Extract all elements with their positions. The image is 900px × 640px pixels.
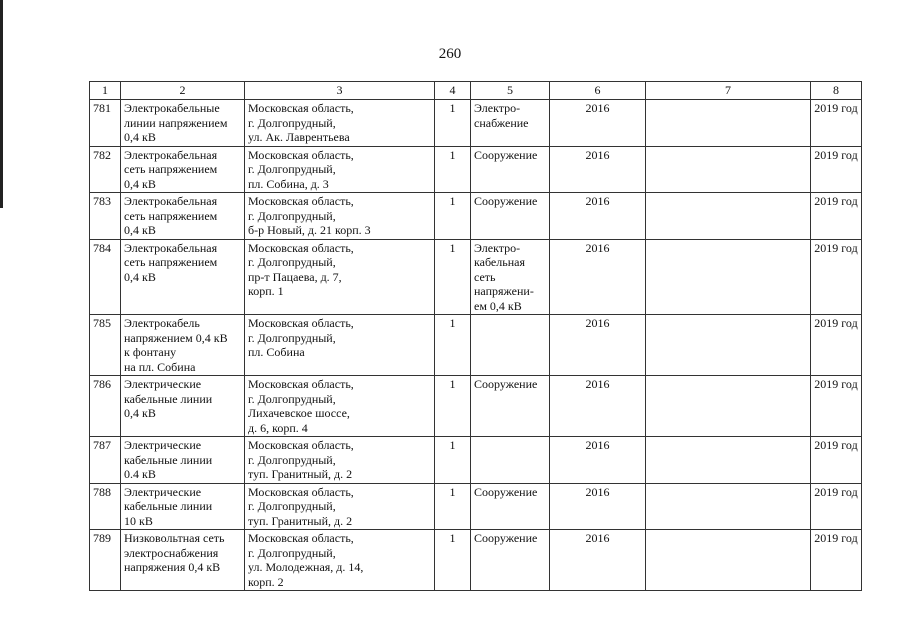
table-body <box>90 100 862 591</box>
table-row <box>90 315 862 376</box>
row-number: 788 <box>90 483 121 530</box>
object-type: Электро- кабельная сеть напряжени- ем 0,4 кВ <box>471 239 550 315</box>
object-address: Московская область, г. Долгопрудный, туп. Гранитный, д. 2 <box>245 483 435 530</box>
column-7-value <box>646 146 811 193</box>
year-value: 2016 <box>550 146 646 193</box>
column-header: 8 <box>811 82 862 100</box>
row-number: 786 <box>90 376 121 437</box>
object-name: Электрокабельная сеть напряжением 0,4 кВ <box>121 146 245 193</box>
object-name: Электрические кабельные линии 10 кВ <box>121 483 245 530</box>
term-value: 2019 год <box>811 146 862 193</box>
object-type <box>471 437 550 484</box>
object-quantity: 1 <box>435 193 471 240</box>
column-header: 1 <box>90 82 121 100</box>
term-value: 2019 год <box>811 239 862 315</box>
term-value: 2019 год <box>811 437 862 484</box>
object-type <box>471 315 550 376</box>
year-value: 2016 <box>550 530 646 591</box>
term-value: 2019 год <box>811 376 862 437</box>
column-header: 2 <box>121 82 245 100</box>
object-quantity: 1 <box>435 315 471 376</box>
object-quantity: 1 <box>435 376 471 437</box>
object-name: Низковольтная сеть электроснабжения напряжения 0,4 кВ <box>121 530 245 591</box>
year-value: 2016 <box>550 193 646 240</box>
term-value: 2019 год <box>811 530 862 591</box>
object-quantity: 1 <box>435 100 471 147</box>
term-value: 2019 год <box>811 315 862 376</box>
column-7-value <box>646 239 811 315</box>
column-header: 3 <box>245 82 435 100</box>
row-number: 787 <box>90 437 121 484</box>
object-quantity: 1 <box>435 146 471 193</box>
table-row <box>90 193 862 240</box>
object-name: Электрические кабельные линии 0.4 кВ <box>121 437 245 484</box>
object-address: Московская область, г. Долгопрудный, Лихачевское шоссе, д. 6, корп. 4 <box>245 376 435 437</box>
object-name: Электрические кабельные линии 0,4 кВ <box>121 376 245 437</box>
column-7-value <box>646 315 811 376</box>
row-number: 784 <box>90 239 121 315</box>
table-row <box>90 376 862 437</box>
object-address: Московская область, г. Долгопрудный, пр-т Пацаева, д. 7, корп. 1 <box>245 239 435 315</box>
object-address: Московская область, г. Долгопрудный, ул. Ак. Лаврентьева <box>245 100 435 147</box>
object-type: Сооружение <box>471 193 550 240</box>
row-number: 782 <box>90 146 121 193</box>
object-address: Московская область, г. Долгопрудный, пл. Собина, д. 3 <box>245 146 435 193</box>
term-value: 2019 год <box>811 193 862 240</box>
column-7-value <box>646 483 811 530</box>
column-7-value <box>646 193 811 240</box>
object-type: Сооружение <box>471 483 550 530</box>
object-quantity: 1 <box>435 483 471 530</box>
table-row <box>90 483 862 530</box>
object-quantity: 1 <box>435 437 471 484</box>
object-quantity: 1 <box>435 239 471 315</box>
year-value: 2016 <box>550 100 646 147</box>
table-row <box>90 437 862 484</box>
row-number: 785 <box>90 315 121 376</box>
object-address: Московская область, г. Долгопрудный, б-р Новый, д. 21 корп. 3 <box>245 193 435 240</box>
table-row <box>90 100 862 147</box>
year-value: 2016 <box>550 376 646 437</box>
column-header: 7 <box>646 82 811 100</box>
column-header: 6 <box>550 82 646 100</box>
scan-edge-line <box>0 0 3 208</box>
property-registry-table <box>89 81 862 591</box>
object-type: Сооружение <box>471 530 550 591</box>
term-value: 2019 год <box>811 100 862 147</box>
header-row <box>90 82 862 100</box>
page-number: 260 <box>438 46 462 62</box>
object-address: Московская область, г. Долгопрудный, ул. Молодежная, д. 14, корп. 2 <box>245 530 435 591</box>
row-number: 789 <box>90 530 121 591</box>
year-value: 2016 <box>550 315 646 376</box>
table-row <box>90 146 862 193</box>
object-name: Электрокабель напряжением 0,4 кВ к фонтану на пл. Собина <box>121 315 245 376</box>
term-value: 2019 год <box>811 483 862 530</box>
year-value: 2016 <box>550 437 646 484</box>
object-address: Московская область, г. Долгопрудный, туп. Гранитный, д. 2 <box>245 437 435 484</box>
object-type: Сооружение <box>471 376 550 437</box>
table-row <box>90 530 862 591</box>
column-header: 5 <box>471 82 550 100</box>
column-7-value <box>646 437 811 484</box>
year-value: 2016 <box>550 239 646 315</box>
object-type: Сооружение <box>471 146 550 193</box>
row-number: 783 <box>90 193 121 240</box>
column-7-value <box>646 530 811 591</box>
object-address: Московская область, г. Долгопрудный, пл. Собина <box>245 315 435 376</box>
table-row <box>90 239 862 315</box>
column-7-value <box>646 100 811 147</box>
object-name: Электрокабельная сеть напряжением 0,4 кВ <box>121 239 245 315</box>
object-name: Электрокабельные линии напряжением 0,4 кВ <box>121 100 245 147</box>
year-value: 2016 <box>550 483 646 530</box>
column-7-value <box>646 376 811 437</box>
row-number: 781 <box>90 100 121 147</box>
column-header: 4 <box>435 82 471 100</box>
object-quantity: 1 <box>435 530 471 591</box>
object-type: Электро- снабжение <box>471 100 550 147</box>
object-name: Электрокабельная сеть напряжением 0,4 кВ <box>121 193 245 240</box>
